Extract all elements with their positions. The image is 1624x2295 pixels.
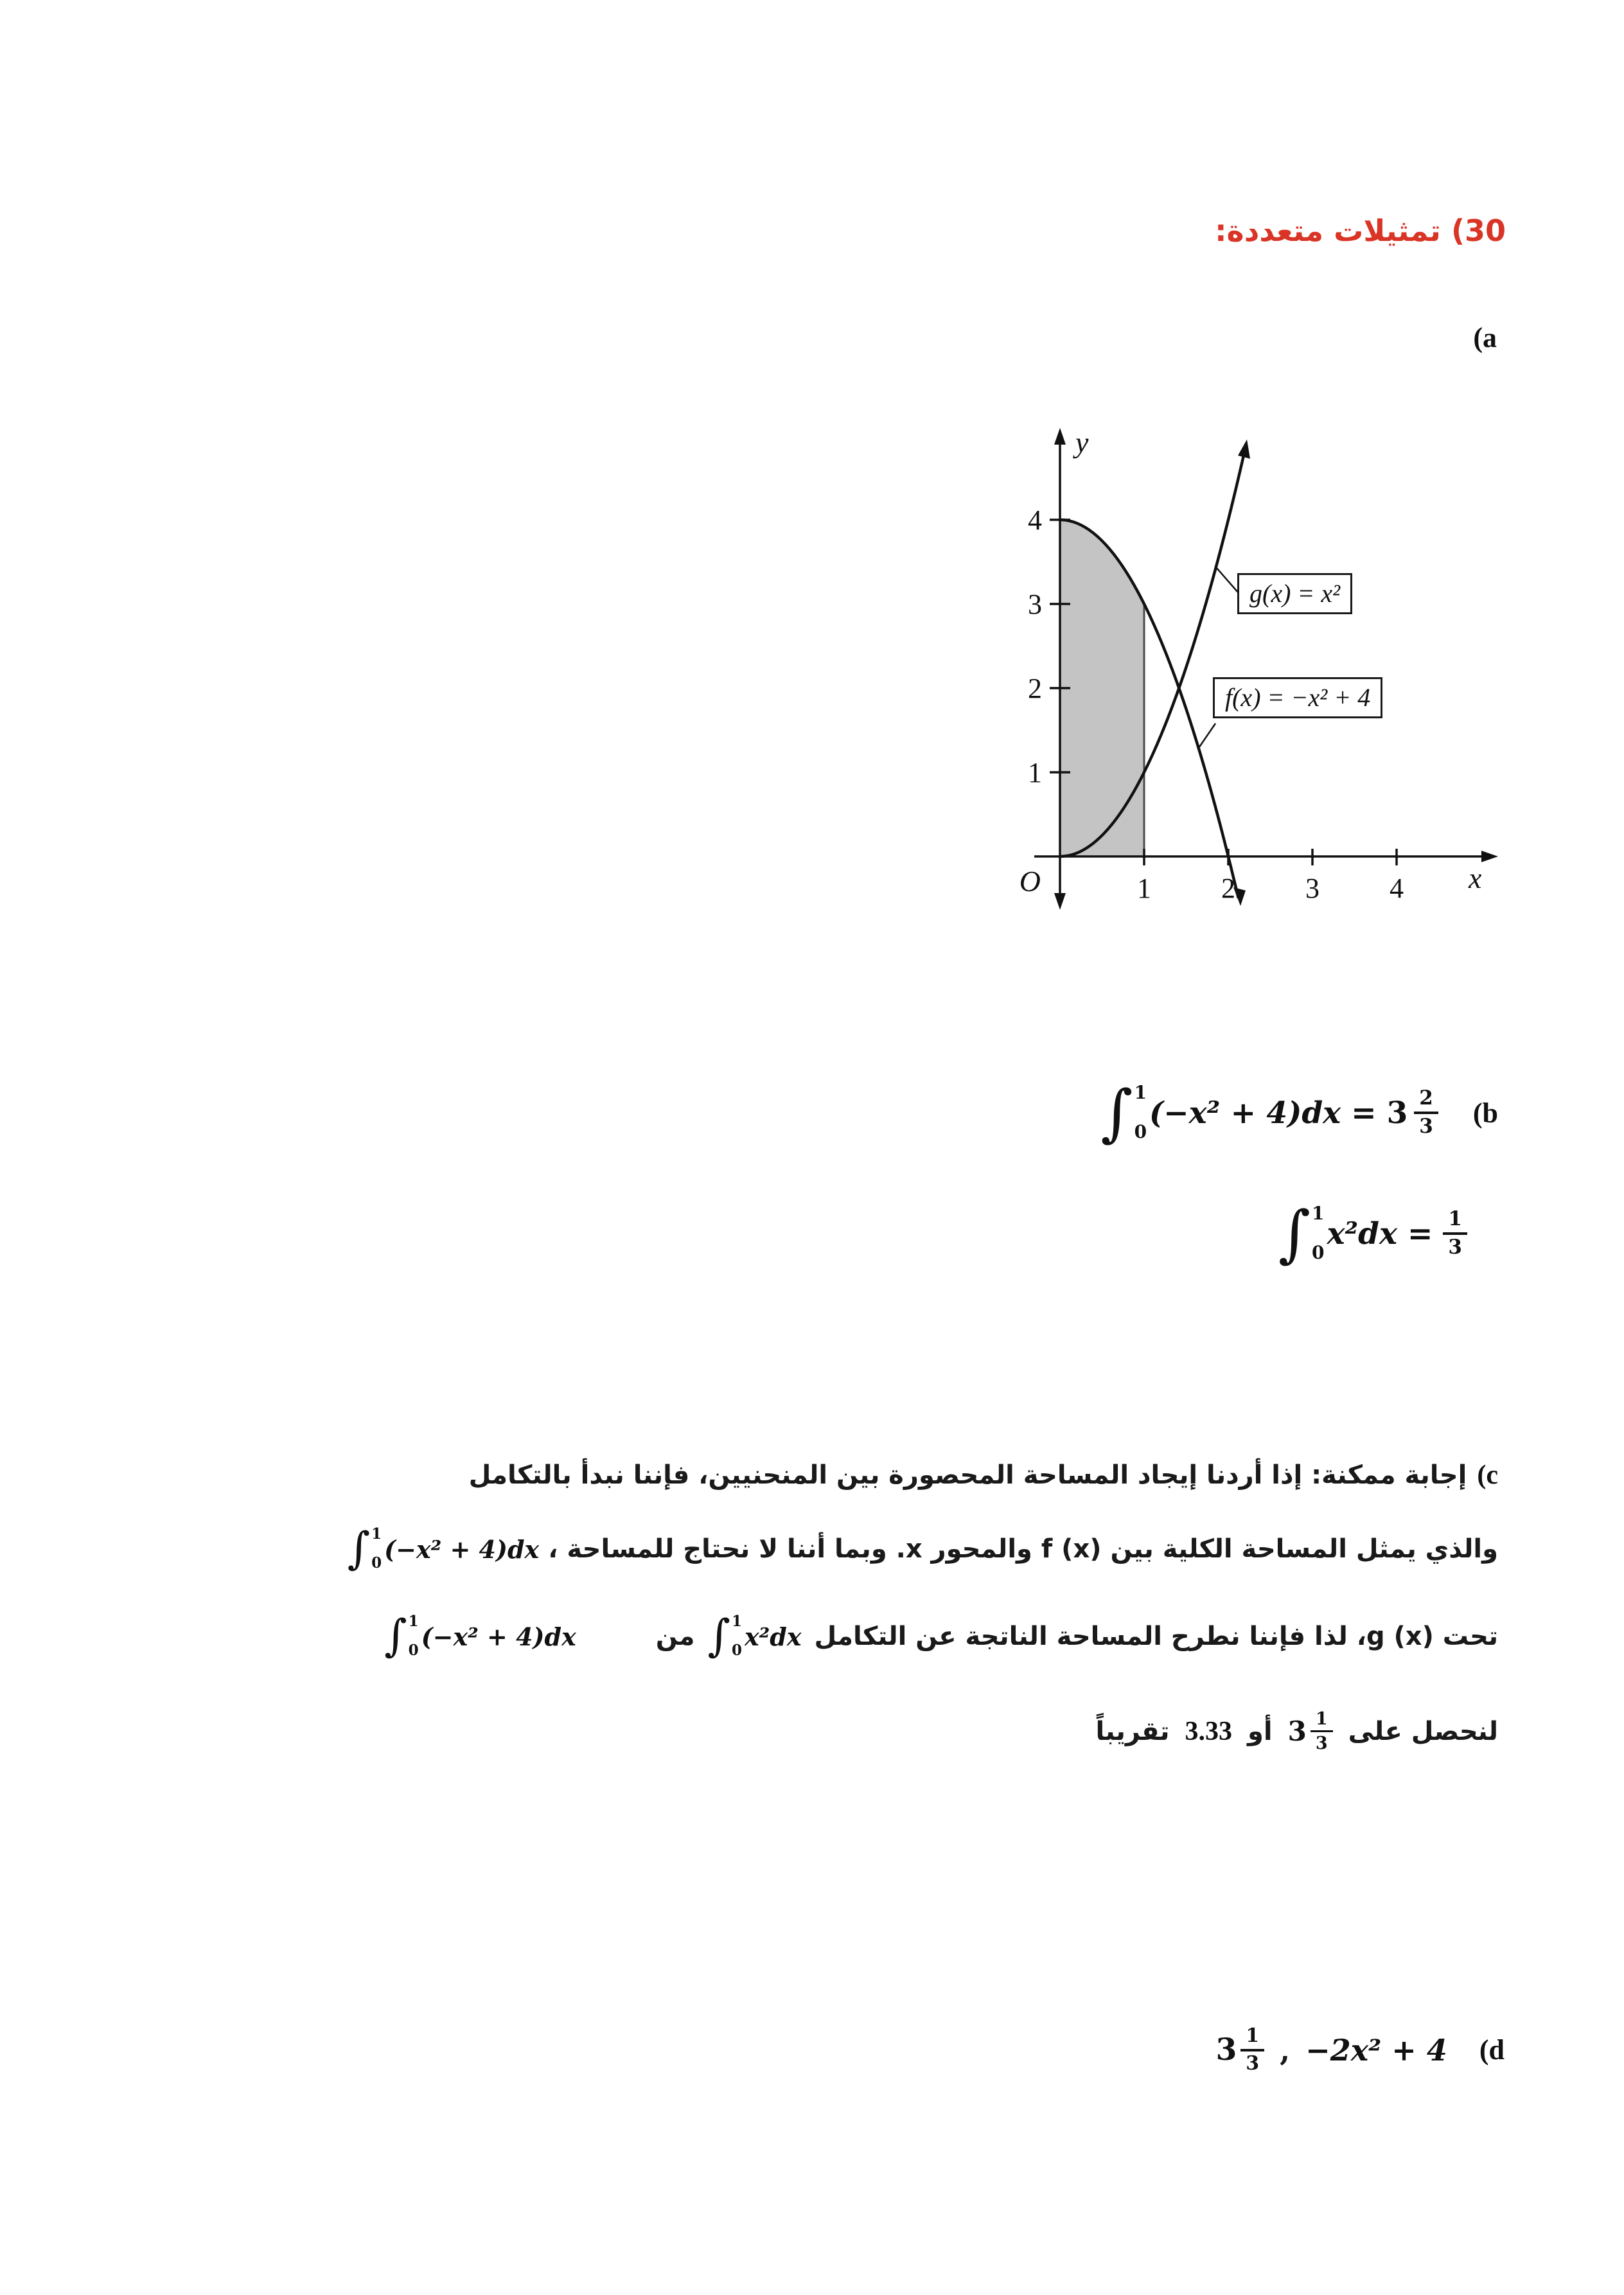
integrand: x²dx <box>744 1622 802 1651</box>
equation-1-row <box>1100 1077 1498 1149</box>
fraction-denominator: 3 <box>1315 1733 1328 1754</box>
fraction <box>1311 1709 1333 1753</box>
y-tick-3: 3 <box>1028 589 1042 620</box>
explanation-line-4 <box>1095 1709 1498 1753</box>
fraction <box>1240 2025 1264 2075</box>
whole-part: 3 <box>1215 2032 1237 2068</box>
fraction-denominator: 3 <box>1419 1115 1433 1138</box>
upper-limit: 1 <box>1134 1082 1147 1103</box>
part-b-label: (b <box>1472 1097 1498 1129</box>
integral-sign: ∫ <box>1100 1077 1133 1149</box>
x-tick-2: 2 <box>1221 873 1235 904</box>
y-tick-1: 1 <box>1028 757 1042 788</box>
upper-limit: 1 <box>408 1613 419 1630</box>
upper-limit: 1 <box>1312 1203 1325 1224</box>
x-axis-arrow-right-icon <box>1481 851 1498 862</box>
integral-sign: ∫ <box>384 1611 407 1661</box>
part-c-label: (c <box>1477 1460 1498 1490</box>
explanation-line-3 <box>384 1611 1498 1661</box>
equals-sign: = <box>1351 1095 1377 1131</box>
from-word: من <box>655 1622 695 1651</box>
integral-limits <box>1133 1079 1147 1146</box>
integral-limits <box>1311 1200 1324 1267</box>
integral-sign: ∫ <box>347 1523 371 1574</box>
explanation-text: تحت g (x)، لذا فإننا نطرح المساحة الناتجة عن التكامل <box>814 1622 1498 1651</box>
lower-limit: 0 <box>371 1554 382 1572</box>
x-axis-letter: x <box>1469 862 1482 894</box>
fraction-numerator: 1 <box>1240 2025 1264 2051</box>
mixed-number <box>1288 1709 1333 1753</box>
part-a-label: (a <box>1473 322 1497 353</box>
x-tick-4: 4 <box>1390 873 1404 904</box>
explanation-line-1 <box>469 1456 1498 1494</box>
lower-limit: 0 <box>1134 1121 1147 1142</box>
explanation-text: إجابة ممكنة: إذا أردنا إيجاد المساحة المحصورة بين المنحنيين، فإننا نبدأ بالتكامل <box>468 1460 1467 1490</box>
part-d <box>1216 2025 1505 2075</box>
inline-integral-f <box>384 1611 576 1661</box>
lead-words: لنحصل على <box>1348 1716 1498 1746</box>
x-tick-3: 3 <box>1305 873 1320 904</box>
integral-sign-group <box>1278 1198 1325 1270</box>
result-fraction <box>1414 1087 1438 1138</box>
integral-sign: ∫ <box>1278 1198 1311 1270</box>
result-whole: 3 <box>1386 1095 1408 1131</box>
y-axis-arrow-down-icon <box>1054 893 1066 910</box>
integral-equation-2 <box>1278 1198 1467 1270</box>
answer-expression: −2x² + 4 <box>1305 2032 1447 2068</box>
part-c <box>348 1456 1498 1753</box>
part-b <box>1100 1077 1498 1270</box>
fraction-denominator: 3 <box>1448 1236 1462 1259</box>
equation-2-row <box>1278 1198 1467 1270</box>
f-callout-leader <box>1199 723 1215 748</box>
g-callout-leader <box>1216 567 1239 593</box>
origin-label: O <box>1019 865 1041 898</box>
upper-limit: 1 <box>731 1613 742 1630</box>
g-curve-arrow-icon <box>1238 439 1250 459</box>
g-function-callout: g(x) = x² <box>1237 573 1352 614</box>
integrand: x²dx <box>1327 1216 1398 1252</box>
y-axis-letter: y <box>1075 426 1089 459</box>
upper-limit: 1 <box>371 1525 382 1543</box>
integral-sign-group <box>708 1611 742 1661</box>
x-tick-1: 1 <box>1137 873 1151 904</box>
y-tick-2: 2 <box>1028 673 1042 704</box>
shaded-region <box>1060 520 1144 856</box>
f-function-callout: f(x) = −x² + 4 <box>1213 677 1382 718</box>
y-axis-arrow-up-icon <box>1054 428 1066 445</box>
integrand: (−x² + 4)dx <box>384 1534 540 1564</box>
fraction-numerator: 1 <box>1311 1709 1333 1732</box>
or-word: أو <box>1248 1716 1273 1746</box>
lower-limit: 0 <box>408 1642 419 1659</box>
comma: , <box>1280 2032 1291 2068</box>
lower-limit: 0 <box>731 1642 742 1659</box>
lower-limit: 0 <box>1312 1242 1325 1263</box>
result-fraction <box>1443 1208 1467 1259</box>
fraction-numerator: 1 <box>1443 1208 1467 1235</box>
whole-part: 3 <box>1287 1715 1307 1748</box>
integral-limits <box>730 1611 742 1661</box>
inline-integral-f <box>348 1524 540 1574</box>
explanation-text: والذي يمثل المساحة الكلية بين f (x) والمحور x. وبما أننا لا نحتاج للمساحة <box>567 1534 1498 1564</box>
problem-title: 30) تمثيلات متعددة: <box>1215 213 1506 248</box>
fraction-numerator: 2 <box>1414 1087 1438 1114</box>
part-d-label: (d <box>1479 2034 1505 2066</box>
integral-sign: ∫ <box>707 1611 730 1661</box>
integral-limits <box>407 1611 419 1661</box>
integral-sign-group <box>1100 1077 1147 1149</box>
function-graph-figure <box>957 411 1522 957</box>
fraction-denominator: 3 <box>1246 2051 1260 2075</box>
integral-limits <box>370 1524 382 1574</box>
integral-equation-1 <box>1100 1077 1438 1149</box>
integrand: (−x² + 4)dx <box>421 1622 576 1651</box>
y-tick-4: 4 <box>1028 504 1042 536</box>
decimal-value: 3.33 <box>1185 1716 1233 1746</box>
inline-integral-g <box>708 1611 802 1661</box>
equals-sign: = <box>1408 1216 1433 1252</box>
arabic-comma: ، <box>548 1534 558 1564</box>
approx-word: تقريباً <box>1095 1716 1170 1746</box>
integrand: (−x² + 4)dx <box>1149 1095 1341 1131</box>
mixed-number <box>1216 2025 1265 2075</box>
integral-sign-group <box>384 1611 418 1661</box>
integral-sign-group <box>348 1524 382 1574</box>
explanation-line-2 <box>348 1524 1498 1574</box>
